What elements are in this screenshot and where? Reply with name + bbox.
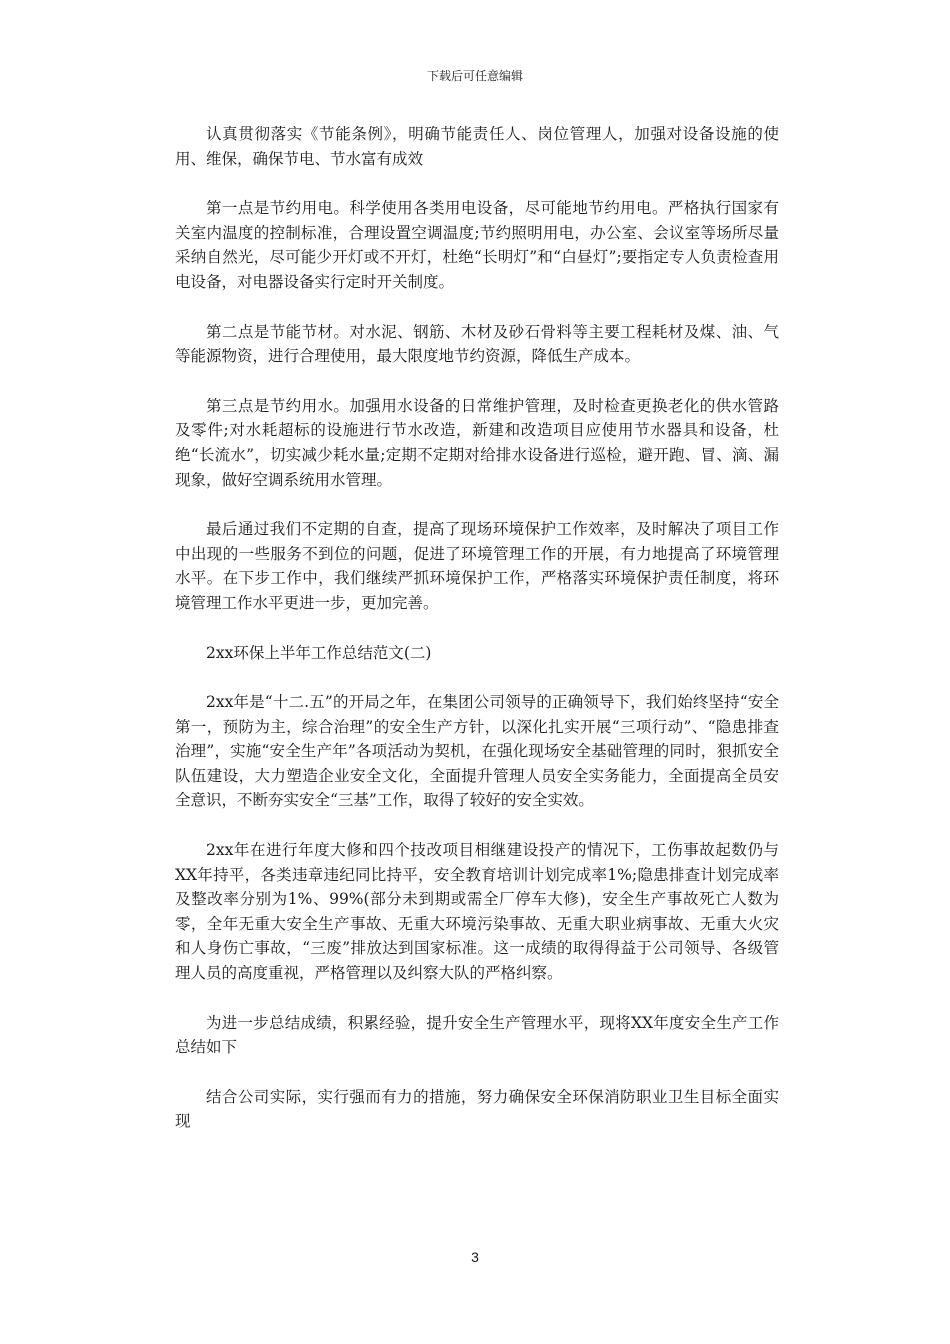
- paragraph-safety-overview: 2xx年是“十二.五”的开局之年，在集团公司领导的正确领导下，我们始终坚持“安全第一，预防为主，综合治理”的安全生产方针，以深化扎实开展“三项行动”、“隐患排查治理”，实施“安全生产年”各项活动为契机，在强化现场安全基础管理的同时，狠抓安全队伍建设，大力塑造企业安全文化，全面提升管理人员安全实务能力，全面提高全员安全意识，不断夯实安全“三基”工作，取得了较好的安全实效。: [175, 693, 779, 810]
- paragraph-summary-intro: 为进一步总结成绩，积累经验，提升安全生产管理水平，现将XX年度安全生产工作总结如下: [175, 1013, 779, 1057]
- paragraph-energy-regulation: 认真贯彻落实《节能条例》，明确节能责任人、岗位管理人，加强对设备设施的使用、维保，确保节电、节水富有成效: [175, 125, 779, 168]
- section-heading: 2xx环保上半年工作总结范文(二): [206, 643, 432, 662]
- paragraph-measures: 结合公司实际，实行强而有力的措施，努力确保安全环保消防职业卫生目标全面实现: [175, 1087, 779, 1131]
- paragraph-self-inspection: 最后通过我们不定期的自查，提高了现场环境保护工作效率，及时解决了项目工作中出现的一些服务不到位的问题，促进了环境管理工作的开展，有力地提高了环境管理水平。在下步工作中，我们继续严抓环境保护工作，严格落实环境保护责任制度，将环境管理工作水平更进一步，更加完善。: [175, 520, 779, 612]
- paragraph-safety-results: 2xx年在进行年度大修和四个技改项目相继建设投产的情况下，工伤事故起数仍与XX年持平，各类违章违纪同比持平，安全教育培训计划完成率1%;隐患排查计划完成率及整改率分别为1%、99%(部分未到期或需全厂停车大修)，安全生产事故死亡人数为零，全年无重大安全生产事故、无重大环境污染事故、无重大职业病事故、无重大火灾和人身伤亡事故，“三废”排放达到国家标准。这一成绩的取得得益于公司领导、各级管理人员的高度重视，严格管理以及纠察大队的严格纠察。: [175, 841, 779, 983]
- paragraph-save-water: 第三点是节约用水。加强用水设备的日常维护管理，及时检查更换老化的供水管路及零件;对水耗超标的设施进行节水改造，新建和改造项目应使用节水器具和设备，杜绝“长流水”，切实减少耗水量;定期不定期对给排水设备进行巡检，避开跑、冒、滴、漏现象，做好空调系统用水管理。: [175, 396, 779, 489]
- page-header: 下载后可任意编辑: [426, 69, 523, 83]
- paragraph-save-materials: 第二点是节能节材。对水泥、钢筋、木材及砂石骨料等主要工程耗材及煤、油、气等能源物资，进行合理使用，最大限度地节约资源，降低生产成本。: [175, 322, 779, 366]
- paragraph-save-electricity: 第一点是节约用电。科学使用各类用电设备，尽可能地节约用电。严格执行国家有关室内温度的控制标准，合理设置空调温度;节约照明用电，办公室、会议室等场所尽量采纳自然光，尽可能少开灯或不开灯，杜绝“长明灯”和“白昼灯”;要指定专人负责检查用电设备，对电器设备实行定时开关制度。: [175, 199, 779, 291]
- document-body: [175, 122, 779, 1159]
- page-number: 3: [471, 1249, 479, 1265]
